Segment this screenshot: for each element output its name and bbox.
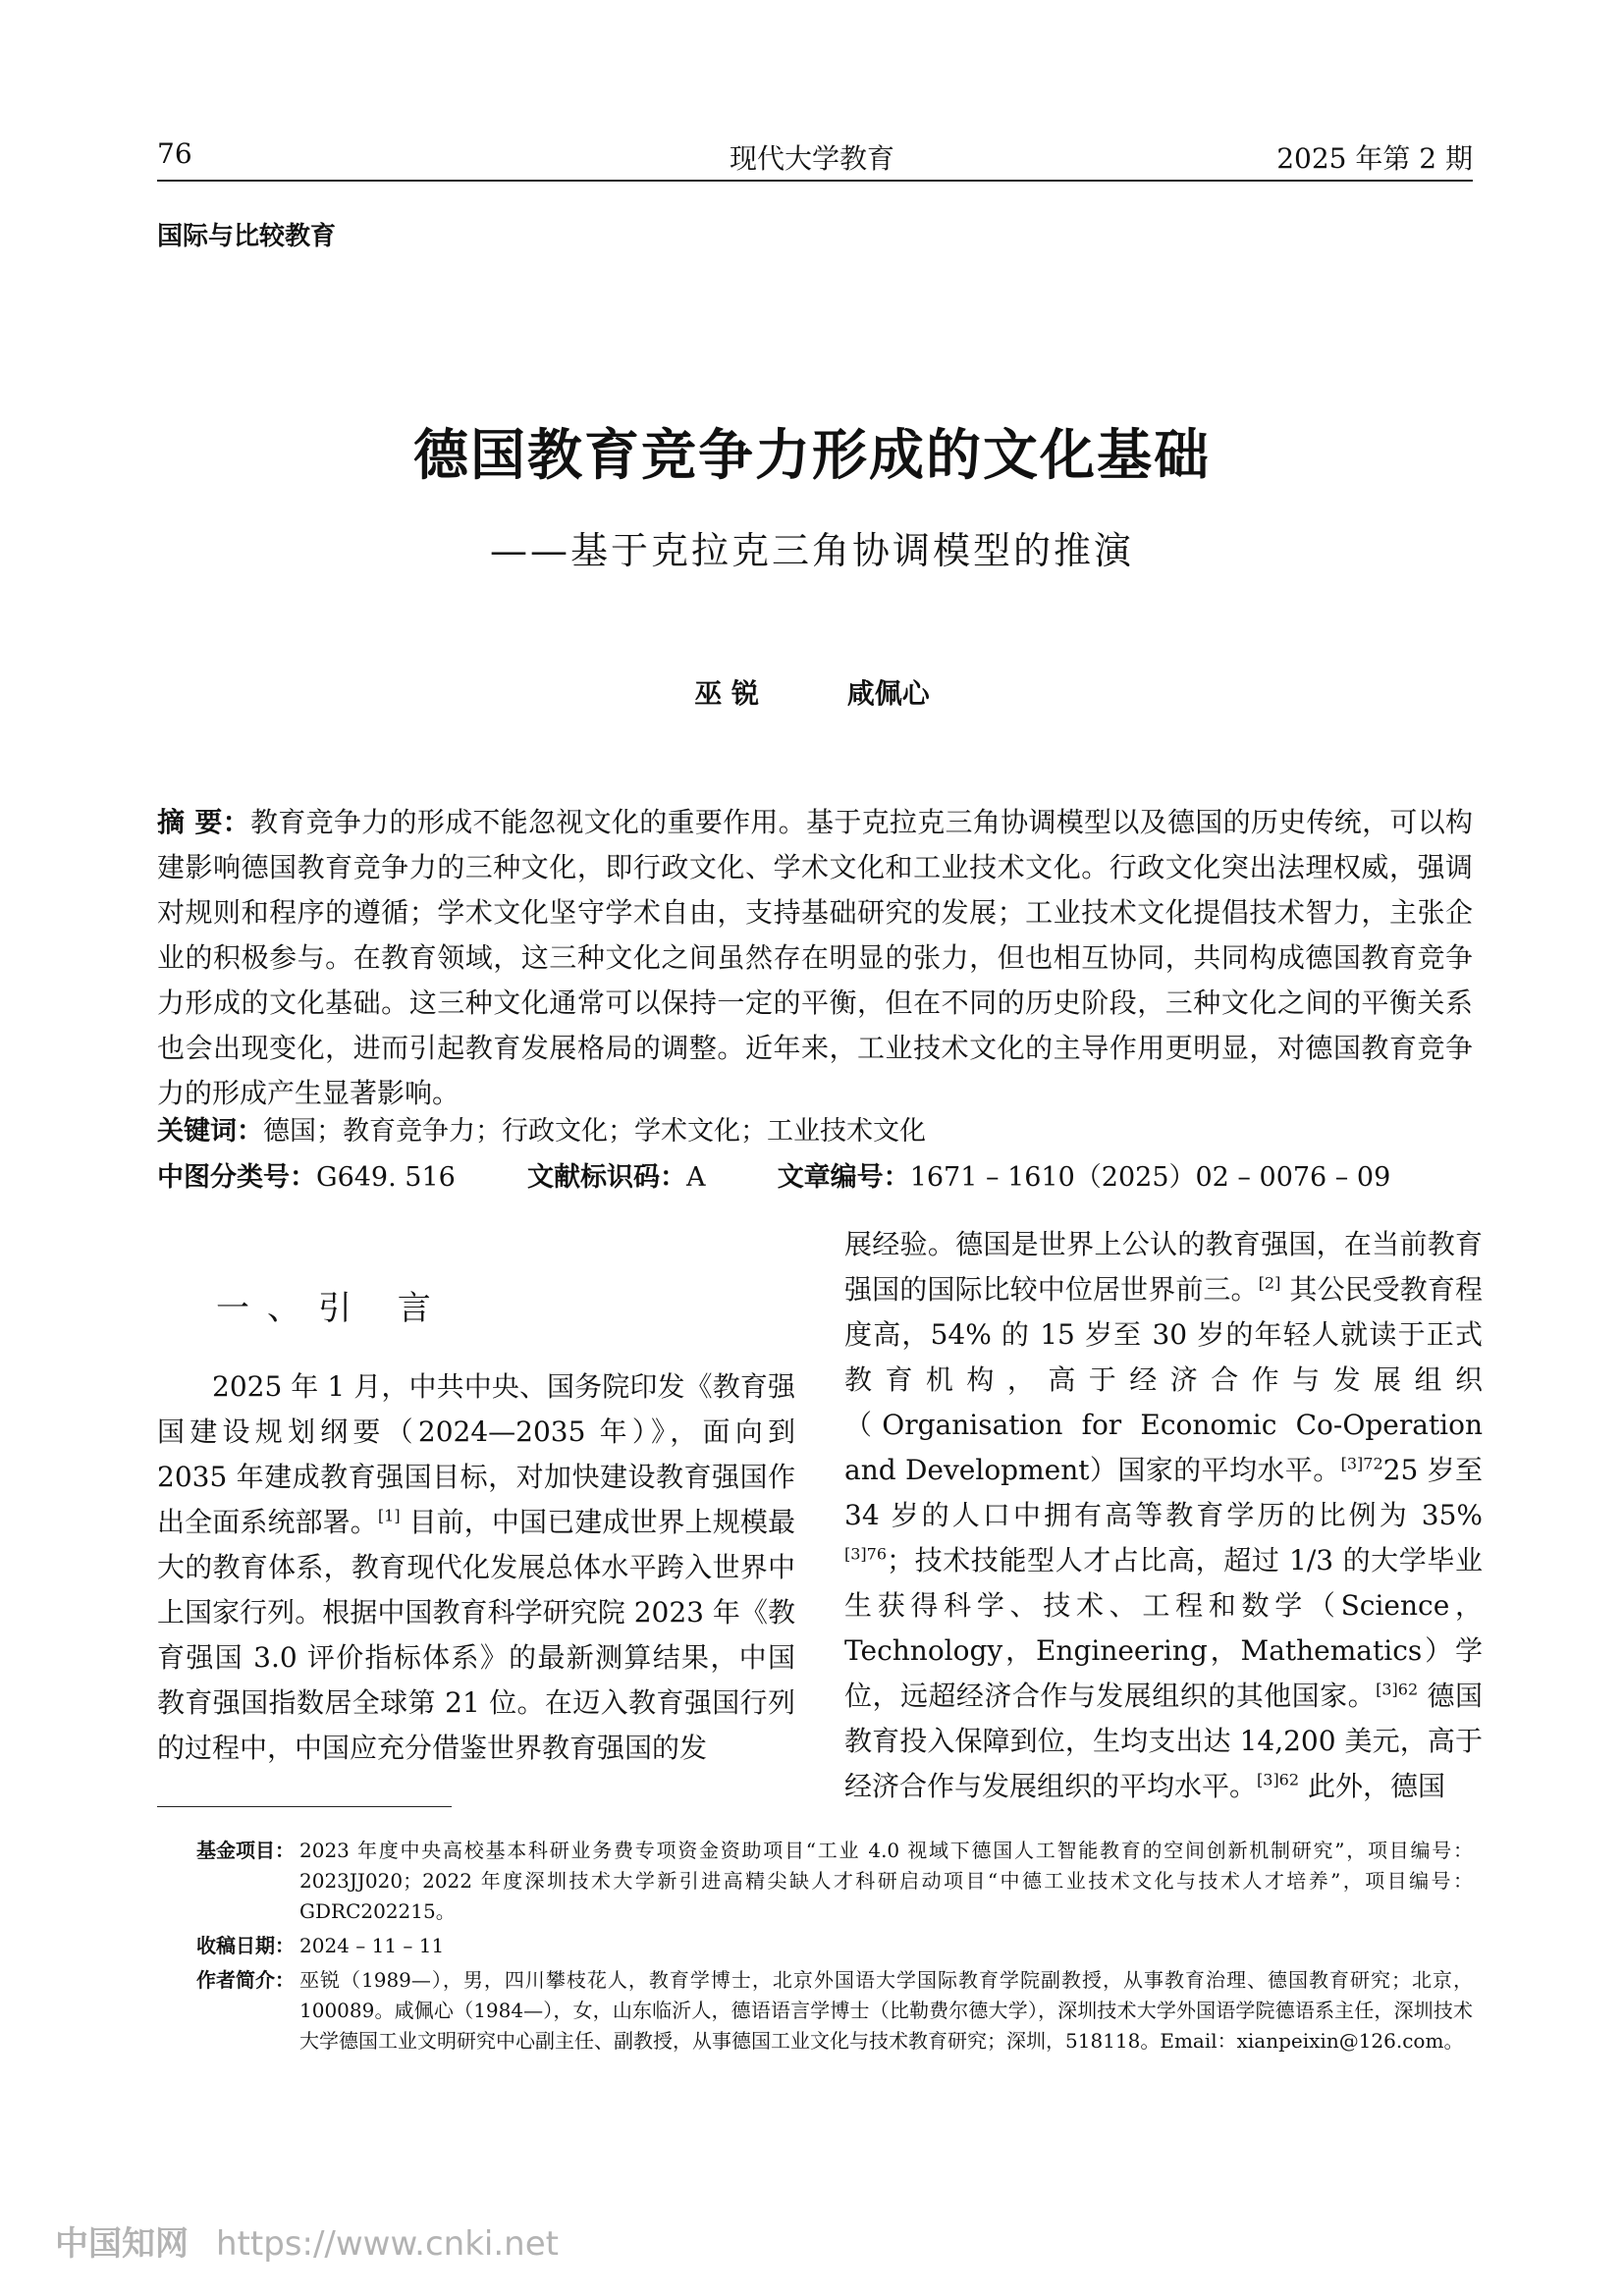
- author-name: 咸佩心: [846, 677, 930, 710]
- watermark-brand: 中国知网: [55, 2224, 189, 2264]
- abstract-text: 教育竞争力的形成不能忽视文化的重要作用。基于克拉克三角协调模型以及德国的历史传统，可以构建影响德国教育竞争力的三种文化，即行政文化、学术文化和工业技术文化。行政文化突出法理权威，强调对规则和程序的遵循；学术文化坚守学术自由，支持基础研究的发展；工业技术文化提倡技术智力，主张企业的积极参与。在教育领域，这三种文化之间虽然存在明显的张力，但也相互协同，共同构成德国教育竞争力形成的文化基础。这三种文化通常可以保持一定的平衡，但在不同的历史阶段，三种文化之间的平衡关系也会出现变化，进而引起教育发展格局的调整。近年来，工业技术文化的主导作用更明显，对德国教育竞争力的形成产生显著影响。: [157, 806, 1473, 1109]
- footnote-funding: 基金项目： 2023 年度中央高校基本科研业务费专项资金资助项目“工业 4.0 视域下德国人工智能教育的空间创新机制研究”，项目编号：2023JJ020；2022 年度深圳技术大学新引进高精尖缺人才科研启动项目“中德工业技术文化与技术人才培养”，项目编号：GDRC202215。: [196, 1839, 1473, 1923]
- footnote-author-bio: 作者简介： 巫锐（1989—），男，四川攀枝花人，教育学博士，北京外国语大学国际教育学院副教授，从事教育治理、德国教育研究；北京，100089。咸佩心（1984—），女，山东临沂人，德语语言学博士（比勒费尔德大学），深圳技术大学外国语学院德语系主任，深圳技术大学德国工业文明研究中心副主任、副教授，从事德国工业文化与技术教育研究；深圳，518118。Email：xianpeixin@126.com。: [196, 1968, 1473, 2053]
- body-column-left: [157, 1227, 795, 1771]
- abstract: [157, 800, 1473, 1116]
- issue-label: 2025 年第 2 期: [1276, 142, 1473, 175]
- citation: [3]62: [1376, 1680, 1419, 1699]
- keywords-text: 德国；教育竞争力；行政文化；学术文化；工业技术文化: [263, 1116, 926, 1147]
- footnote-divider: [157, 1806, 452, 1807]
- citation: [1]: [377, 1506, 401, 1525]
- keywords-label: 关键词：: [157, 1116, 263, 1147]
- citation: [3]72: [1340, 1454, 1383, 1473]
- header-divider: [157, 180, 1473, 182]
- keywords: [157, 1109, 1473, 1148]
- author-name: 巫 锐: [694, 677, 759, 710]
- body-paragraph: 展经验。德国是世界上公认的教育强国，在当前教育强国的国际比较中位居世界前三。[2] 其公民受教育程度高，54% 的 15 岁至 30 岁的年轻人就读于正式教育机构，高于经济合作与发展组织（Organisation for Economic Co-Operation and Development）国家的平均水平。$^{[3]72}$25 岁至 34 岁的人口中拥有高等教育学历的比例为 35%$^{[3]76}$；技术技能型人才占比高，超过 1/3 的大学毕业生获得科学、技术、工程和数学（Science，Technology，Engineering，Mathematics）学位，远超经济合作与发展组织的其他国家。$^{[3]62}$ 德国教育投入保障到位，生均支出达 14,200 美元，高于经济合作与发展组织的平均水平。$^{[3]62}$ 此外，德国: [844, 1228, 1484, 1802]
- clc-label: 中图分类号：: [157, 1162, 316, 1193]
- section-heading: 一、引 言: [216, 1289, 449, 1328]
- body-paragraph: 2025 年 1 月，中共中央、国务院印发《教育强国建设规划纲要（2024—2035 年）》，面向到 2035 年建成教育强国目标，对加快建设教育强国作出全面系统部署。[1] 目前，中国已建成世界上规模最大的教育体系，教育现代化发展总体水平跨入世界中上国家行列。根据中国教育科学研究院 2023 年《教育强国 3.0 评价指标体系》的最新测算结果，中国教育强国指数居全球第 21 位。在迈入教育强国行列的过程中，中国应充分借鉴世界教育强国的发: [157, 1370, 795, 1764]
- footnotes: [196, 1836, 1473, 2060]
- doc-code-label: 文献标识码：: [527, 1162, 686, 1193]
- article-number-label: 文章编号：: [777, 1162, 910, 1193]
- article-title: 德国教育竞争力形成的文化基础: [413, 424, 1211, 488]
- article-subtitle: ——基于克拉克三角协调模型的推演: [489, 529, 1134, 572]
- author-list: [0, 672, 1624, 712]
- footnote-received-date: 收稿日期： 2024 – 11 – 11: [196, 1934, 445, 1957]
- citation: [3]62: [1257, 1770, 1300, 1789]
- abstract-label: 摘 要：: [157, 806, 250, 838]
- source-watermark: [55, 2216, 559, 2265]
- classification-line: [157, 1155, 1473, 1194]
- watermark-url: https://www.cnki.net: [216, 2224, 559, 2264]
- article-number-value: 1671 – 1610（2025）02 – 0076 – 09: [909, 1162, 1391, 1193]
- citation: [2]: [1258, 1273, 1281, 1293]
- section-tag: 国际与比较教育: [157, 222, 337, 251]
- body-column-right: [844, 1222, 1483, 1809]
- clc-value: G649. 516: [316, 1162, 456, 1193]
- doc-code-value: A: [686, 1162, 706, 1193]
- journal-name: 现代大学教育: [729, 142, 894, 175]
- citation: [3]76: [844, 1544, 888, 1564]
- page-number: 76: [157, 137, 192, 170]
